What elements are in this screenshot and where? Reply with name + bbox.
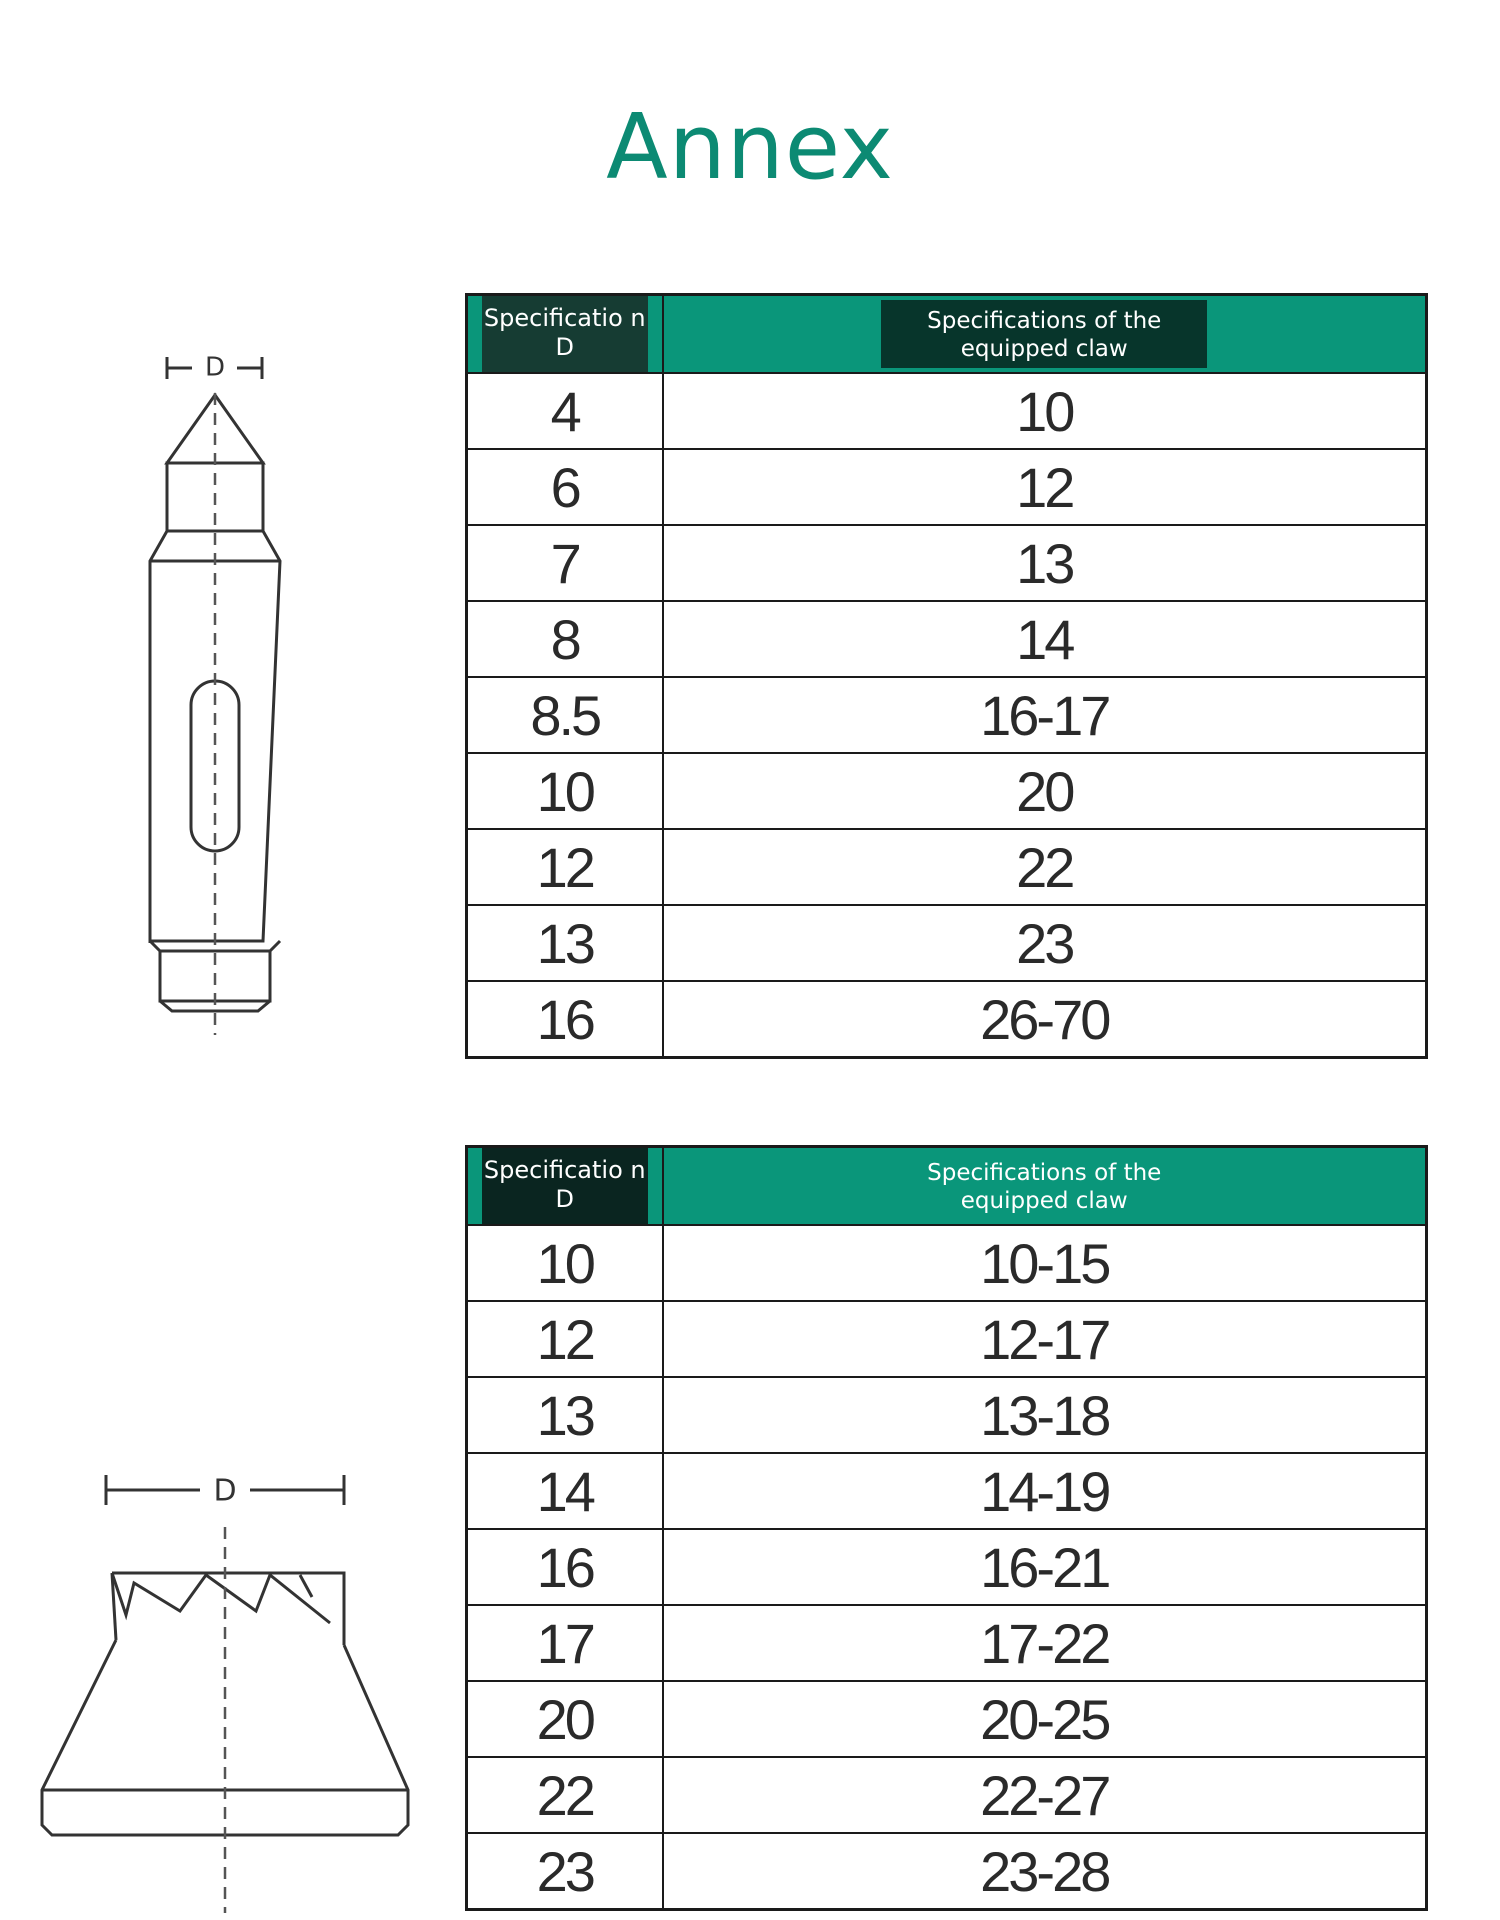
claw-spec-cell: 22-27 (663, 1757, 1427, 1833)
claw-spec-cell: 14-19 (663, 1453, 1427, 1529)
claw-spec-cell: 16-17 (663, 677, 1427, 753)
spec-table-top (465, 293, 1428, 1059)
table-row (467, 1605, 1427, 1681)
claw-spec-cell: 23 (663, 905, 1427, 981)
table-row (467, 753, 1427, 829)
table-row (467, 1833, 1427, 1910)
claw-spec-cell: 10-15 (663, 1225, 1427, 1301)
spec-d-cell: 20 (467, 1681, 663, 1757)
spec-d-cell: 8.5 (467, 677, 663, 753)
dimension-label: D (204, 352, 226, 383)
spec-d-cell: 10 (467, 1225, 663, 1301)
table-row (467, 1377, 1427, 1453)
page-title: Annex (606, 95, 894, 200)
table-row (467, 981, 1427, 1058)
table-row (467, 1453, 1427, 1529)
spec-table-bottom (465, 1145, 1428, 1911)
spec-d-cell: 13 (467, 1377, 663, 1453)
spec-d-cell: 17 (467, 1605, 663, 1681)
spec-d-cell: 22 (467, 1757, 663, 1833)
table-row (467, 525, 1427, 601)
claw-spec-cell: 13 (663, 525, 1427, 601)
claw-drawing (30, 1455, 430, 1915)
table-row (467, 1301, 1427, 1377)
claw-spec-cell: 17-22 (663, 1605, 1427, 1681)
claw-spec-cell: 20-25 (663, 1681, 1427, 1757)
table-header-row (467, 1147, 1427, 1226)
table-row (467, 1681, 1427, 1757)
header-spec-d (467, 295, 663, 374)
spec-d-cell: 23 (467, 1833, 663, 1910)
spec-d-cell: 14 (467, 1453, 663, 1529)
claw-spec-cell: 12-17 (663, 1301, 1427, 1377)
table-row (467, 601, 1427, 677)
table-row (467, 905, 1427, 981)
table-row (467, 373, 1427, 449)
spec-d-cell: 13 (467, 905, 663, 981)
header-label: Specifications of the equipped claw (927, 1160, 1162, 1214)
claw-spec-cell: 26-70 (663, 981, 1427, 1058)
claw-spec-cell: 12 (663, 449, 1427, 525)
spec-d-cell: 8 (467, 601, 663, 677)
table-row (467, 829, 1427, 905)
table-row (467, 1225, 1427, 1301)
claw-spec-cell: 10 (663, 373, 1427, 449)
claw-spec-cell: 13-18 (663, 1377, 1427, 1453)
header-spec-d (467, 1147, 663, 1226)
spec-d-cell: 16 (467, 981, 663, 1058)
table-row (467, 1757, 1427, 1833)
header-label: Specificatio n D (482, 1148, 648, 1224)
spec-d-cell: 7 (467, 525, 663, 601)
spec-d-cell: 10 (467, 753, 663, 829)
table-row (467, 1529, 1427, 1605)
table-header-row (467, 295, 1427, 374)
center-punch-drawing (130, 335, 300, 1045)
claw-spec-cell: 20 (663, 753, 1427, 829)
spec-d-cell: 4 (467, 373, 663, 449)
table-row (467, 677, 1427, 753)
spec-d-cell: 16 (467, 1529, 663, 1605)
header-claw-spec (663, 295, 1427, 374)
spec-d-cell: 6 (467, 449, 663, 525)
claw-spec-cell: 14 (663, 601, 1427, 677)
claw-spec-cell: 16-21 (663, 1529, 1427, 1605)
header-label: Specificatio n D (482, 296, 648, 372)
claw-spec-cell: 22 (663, 829, 1427, 905)
claw-spec-cell: 23-28 (663, 1833, 1427, 1910)
spec-d-cell: 12 (467, 1301, 663, 1377)
header-label: Specifications of the equipped claw (881, 300, 1207, 368)
spec-d-cell: 12 (467, 829, 663, 905)
header-claw-spec (663, 1147, 1427, 1226)
dimension-label: D (213, 1473, 237, 1509)
table-row (467, 449, 1427, 525)
